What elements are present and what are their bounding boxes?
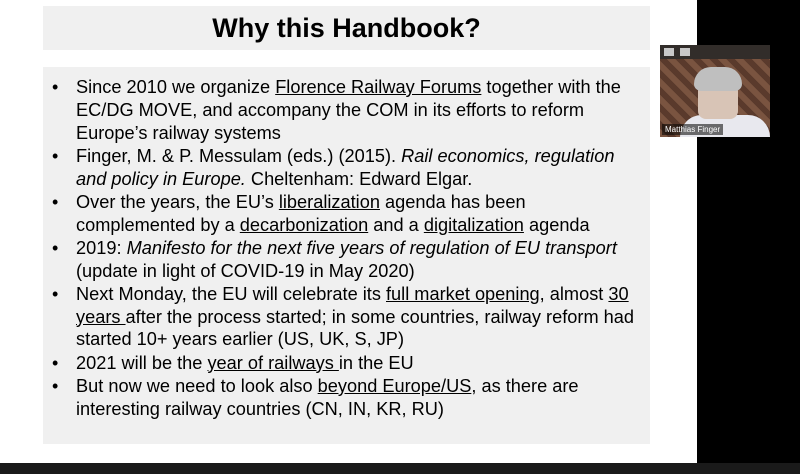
bullet-dot: • [52, 283, 59, 304]
bullet-text: Over the years, the EU’s [76, 191, 279, 212]
bullet-text: after the process started; in some countries, railway reform had started 10+ years earlier (US, UK, S, JP) [76, 306, 634, 350]
bullet-item [43, 76, 643, 144]
bullet-text: , as there are interesting railway countries (CN, IN, KR, RU) [76, 375, 579, 419]
bullet-text: Finger, M. & P. Messulam (eds.) (2015). [76, 145, 402, 166]
expand-icon[interactable] [680, 48, 690, 56]
underlined-term: Florence Railway Forums [275, 77, 482, 97]
taskbar-strip [0, 463, 800, 474]
bullet-text: agenda [523, 214, 590, 235]
underlined-term: 30 years [76, 283, 629, 327]
bullet-text: (update in light of COVID-19 in May 2020) [76, 260, 415, 281]
participant-video-tile[interactable] [660, 45, 770, 137]
bullet-dot: • [52, 237, 59, 258]
bullet-text: But now we need to look also [76, 375, 318, 396]
bullet-dot: • [52, 352, 59, 373]
underlined-term: decarbonization [239, 214, 369, 235]
bullet-dot: • [52, 375, 59, 396]
bullet-text: 2019: [76, 237, 127, 258]
participant-name-label: Matthias Finger [662, 124, 723, 135]
underlined-term: beyond Europe/US [317, 375, 472, 396]
bullet-item [43, 145, 643, 191]
underlined-term: digitalization [423, 214, 524, 235]
bullet-dot: • [52, 77, 59, 97]
title-band [43, 6, 650, 50]
bullet-list [43, 76, 643, 421]
bullet-text: Cheltenham: Edward Elgar. [245, 168, 473, 189]
slide-title: Why this Handbook? [212, 13, 481, 43]
bullet-text: Since 2010 we organize [76, 77, 276, 97]
bullet-item [43, 375, 643, 421]
bullet-text: in the EU [338, 352, 414, 373]
bullet-text: 2021 will be the [76, 352, 208, 373]
underlined-term: year of railways [207, 352, 339, 373]
underlined-term: full market opening [386, 283, 540, 304]
bullet-text: , almost [539, 283, 609, 304]
bullet-text: Next Monday, the EU will celebrate its [76, 283, 386, 304]
bullet-dot: • [52, 191, 59, 212]
italic-title: Manifesto for the next five years of regulation of EU transport [126, 237, 617, 258]
italic-title: Rail economics, regulation and policy in Europe. [76, 145, 615, 189]
minimize-icon[interactable] [664, 48, 674, 56]
participant-hair [694, 67, 742, 91]
bullet-text: and a [368, 214, 424, 235]
bullet-item [43, 283, 643, 351]
bullet-item [43, 352, 643, 375]
bullet-item [43, 237, 643, 283]
bullet-text: agenda has been complemented by a [76, 191, 526, 235]
bullet-dot: • [52, 145, 59, 166]
slide-body [43, 67, 650, 444]
video-tile-toolbar [660, 45, 770, 59]
bullet-text: together with the EC/DG MOVE, and accompany the COM in its efforts to reform Europe’s railway systems [76, 77, 621, 143]
bullet-item [43, 191, 643, 237]
underlined-term: liberalization [278, 191, 380, 212]
